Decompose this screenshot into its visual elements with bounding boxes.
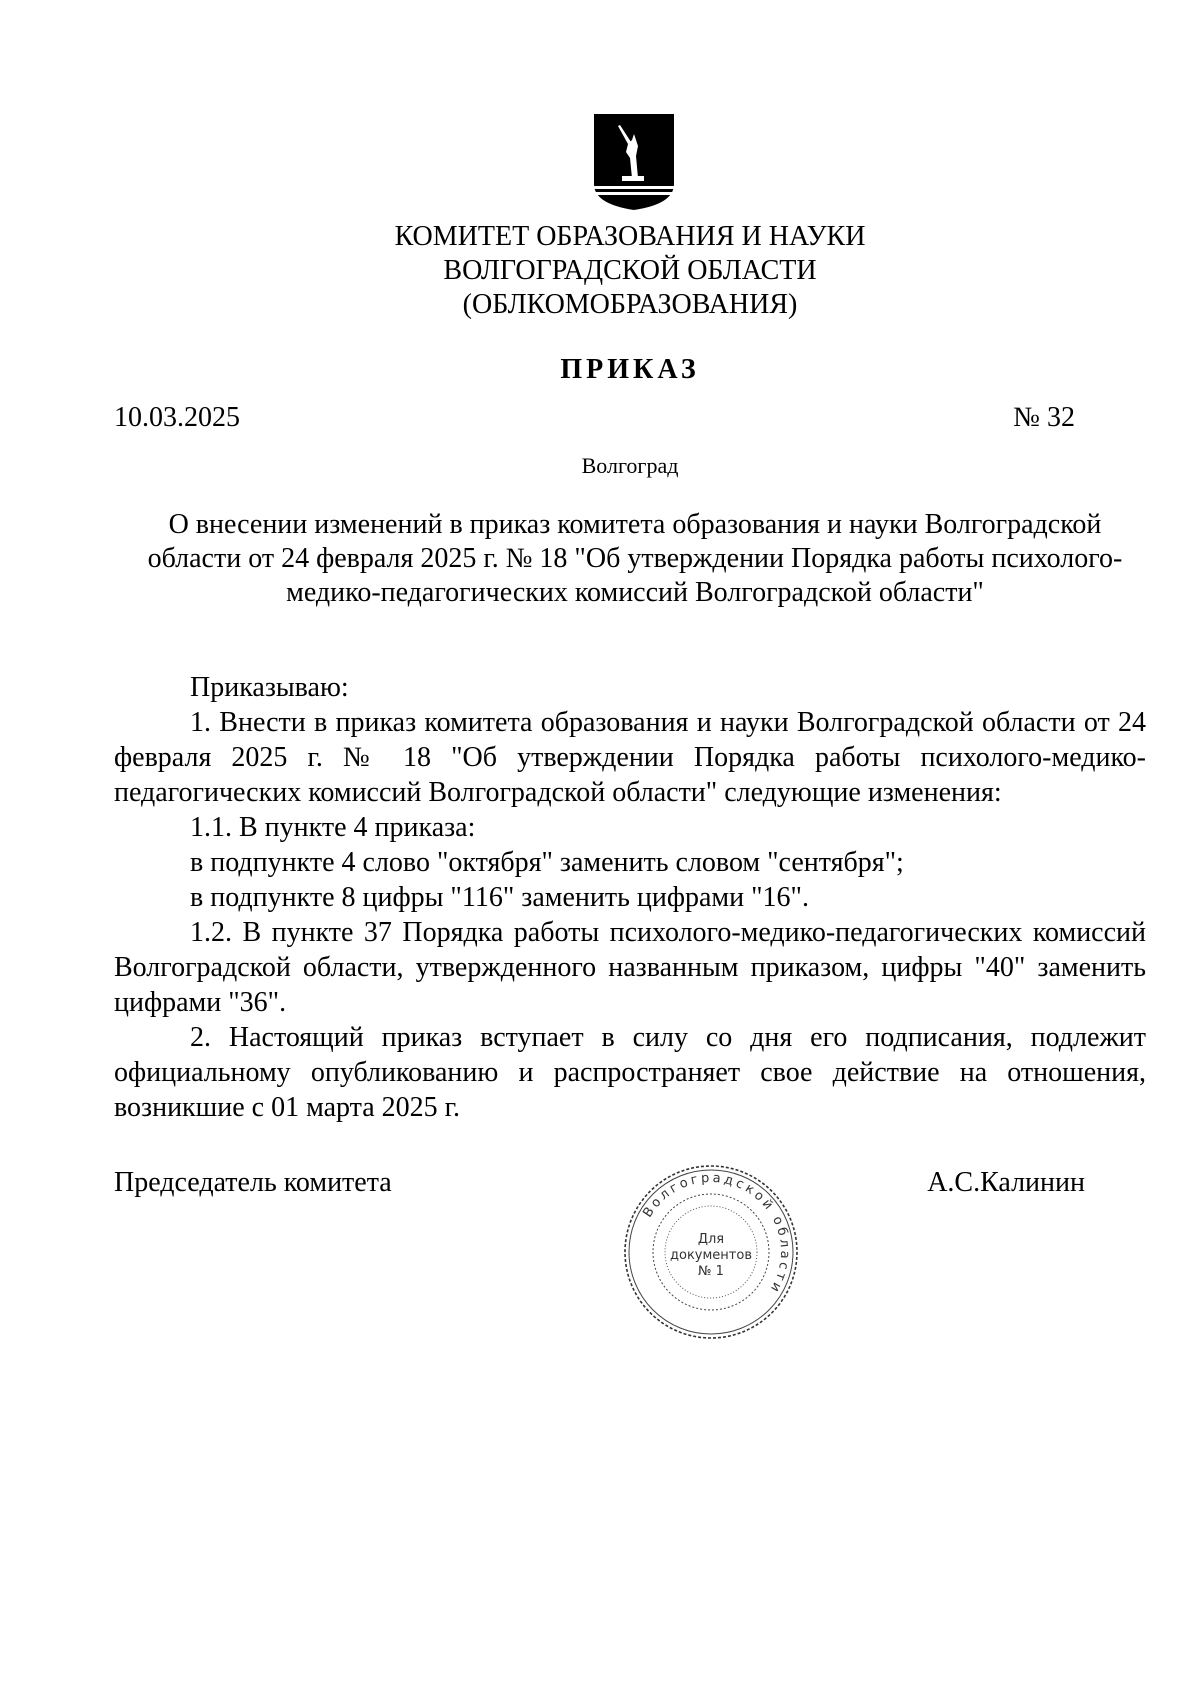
org-line-3: (ОБЛКОМОБРАЗОВАНИЯ) bbox=[462, 289, 798, 320]
stamp-center-line-2: документов bbox=[670, 1248, 752, 1263]
signatory-title: Председатель комитета bbox=[114, 1167, 392, 1198]
org-line-1: КОМИТЕТ ОБРАЗОВАНИЯ И НАУКИ bbox=[394, 221, 866, 252]
document-city: Волгоград bbox=[581, 453, 679, 478]
stamp-center-line-1: Для bbox=[697, 1232, 725, 1247]
document-date: 10.03.2025 bbox=[114, 402, 240, 433]
stamp-ring-text: Волгоградской области bbox=[640, 1170, 793, 1297]
organization-name bbox=[0, 220, 1200, 322]
paragraph-4: в подпункте 4 слово "октября" заменить словом "сентября"; bbox=[190, 847, 904, 878]
official-stamp-icon bbox=[622, 1163, 800, 1341]
paragraph-2: 1. Внести в приказ комитета образования и науки Волгоградской области от 24 февраля 2025 г. № 18 "Об утверждении Порядка работы психолого-медико-педагогических комиссий Волгоградской области" следующие изменения: bbox=[114, 707, 1146, 808]
coat-of-arms-icon bbox=[592, 112, 676, 212]
paragraph-5: в подпункте 8 цифры "116" заменить цифрами "16". bbox=[190, 882, 809, 913]
org-line-2: ВОЛГОГРАДСКОЙ ОБЛАСТИ bbox=[443, 255, 817, 286]
document-number: № 32 bbox=[1013, 402, 1075, 433]
paragraph-6: 1.2. В пункте 37 Порядка работы психолого-медико-педагогических комиссий Волгоградской области, утвержденного названным приказом, цифры "40" заменить цифрами "36". bbox=[114, 917, 1146, 1018]
document-subject: О внесении изменений в приказ комитета образования и науки Волгоградской области от 24 февраля 2025 г. № 18 "Об утверждении Порядка работы психолого-медико-педагогических комиссий Волгоградской области" bbox=[147, 509, 1123, 608]
paragraph-1: Приказываю: bbox=[190, 672, 349, 703]
signatory-name: А.С.Калинин bbox=[927, 1167, 1085, 1198]
stamp-center-line-3: № 1 bbox=[698, 1264, 724, 1279]
paragraph-7: 2. Настоящий приказ вступает в силу со дня его подписания, подлежит официальному опубликованию и распространяет свое действие на отношения, возникшие с 01 марта 2025 г. bbox=[114, 1022, 1146, 1123]
document-type: ПРИКАЗ bbox=[560, 354, 700, 385]
document-body bbox=[114, 670, 1146, 1125]
paragraph-3: 1.1. В пункте 4 приказа: bbox=[190, 812, 476, 843]
